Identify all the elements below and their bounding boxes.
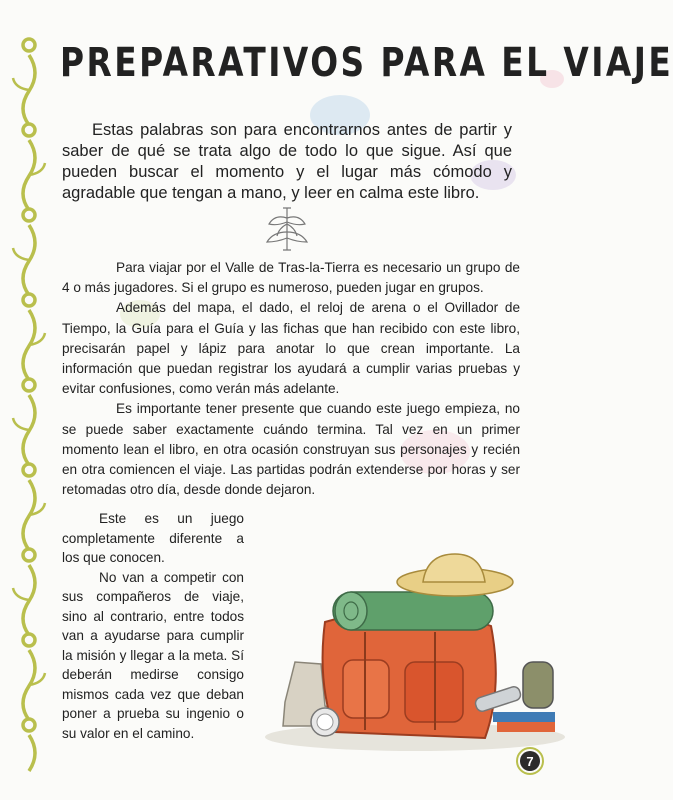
main-body-text — [62, 258, 520, 500]
intro-paragraph: Estas palabras son para encontrarnos antes de partir y saber de qué se trata algo de todo lo que sigue. Así que pueden buscar el momento y el lugar más cómodo y agradable que tengan a mano, y leer en calma este libro. — [62, 121, 512, 202]
page-number-badge — [516, 747, 544, 775]
paragraph-cooperation: No van a competir con sus compañeros de viaje, sino al contrario, entre todos van a ayudarse para cumplir la misión y llegar a la meta. Sí deberán medirse consigo mismos cada vez que deban poner a prueba su ingenio o su valor en el camino. — [62, 569, 244, 741]
side-column-text — [62, 509, 244, 743]
paragraph-duration: Es importante tener presente que cuando este juego empieza, no se puede saber exactamente cuándo termina. Tal vez en un primer momento lean el libro, en otra ocasión construyan sus personajes y recién en otra comiencen el viaje. Las partidas podrán extenderse por horas y ser retomadas otro día, desde donde dejaron. — [62, 401, 520, 498]
paragraph-different-game: Este es un juego completamente diferente a los que conocen. — [62, 511, 244, 565]
page-number: 7 — [520, 751, 540, 771]
paragraph-players: Para viajar por el Valle de Tras-la-Tierra es necesario un grupo de 4 o más jugadores. Si el grupo es numeroso, pueden jugar en grupos. — [62, 260, 520, 296]
paragraph-materials: Además del mapa, el dado, el reloj de arena o el Ovillador de Tiempo, la Guía para el Guía y las fichas que han recibido con este libro, precisarán papel y lápiz para anotar lo que crean importante. La información que puedan registrar los ayudará a cumplir varias pruebas y evitar confusiones, como verán más adelante. — [62, 300, 520, 397]
decorative-vine-border — [0, 0, 52, 800]
page-title: PREPARATIVOS PARA EL VIAJE — [60, 40, 673, 86]
ornament-icon — [262, 204, 312, 254]
backpack-illustration — [255, 552, 575, 752]
